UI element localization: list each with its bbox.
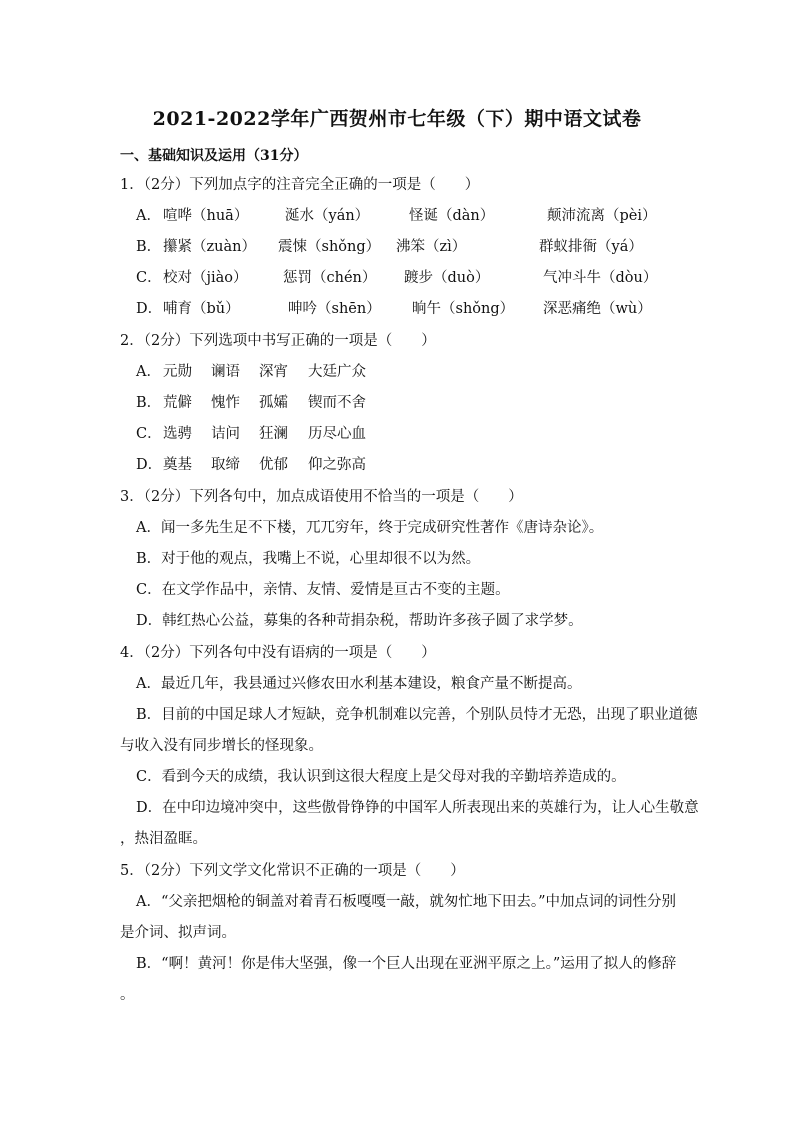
page-title: 2021-2022学年广西贺州市七年级（下）期中语文试卷 — [152, 108, 642, 130]
question-4-option-c: C．看到今天的成绩，我认识到这很大程度上是父母对我的辛勤培养造成的。 — [136, 769, 626, 785]
option-item: 震悚（shǒng） — [278, 239, 381, 255]
question-4-option-d: D．在中印边境冲突中，这些傲骨铮铮的中国军人所表现出来的英雄行为，让人心生敬意 — [136, 800, 699, 816]
option-item: 谰语 — [211, 364, 240, 380]
option-label: C． — [136, 270, 162, 286]
question-5-option-a-cont: 是介词、拟声词。 — [120, 925, 236, 941]
question-3-option-a: A．闻一多先生足不下楼，兀兀穷年，终于完成研究性著作《唐诗杂论》。 — [136, 520, 604, 536]
option-item: 涎水（yán） — [285, 208, 370, 224]
option-item: 诘问 — [211, 426, 240, 442]
question-4-option-b-cont: 与收入没有同步增长的怪现象。 — [120, 738, 323, 754]
option-item: 深恶痛绝（wù） — [543, 301, 652, 317]
option-item: 孤孀 — [259, 395, 288, 411]
question-3-stem: 3．（2分）下列各句中，加点成语使用不恰当的一项是（ ） — [120, 489, 523, 505]
question-2-stem: 2．（2分）下列选项中书写正确的一项是（ ） — [120, 333, 436, 349]
question-5-option-b: B．“啊！黄河！你是伟大坚强，像一个巨人出现在亚洲平原之上。”运用了拟人的修辞 — [136, 956, 677, 972]
option-item: 怪诞（dàn） — [409, 208, 495, 224]
option-item: 优郁 — [259, 457, 288, 473]
option-item: 哺育（bǔ） — [163, 301, 240, 317]
option-label: D． — [136, 457, 163, 473]
option-item: 历尽心血 — [308, 426, 366, 442]
option-item: 愧怍 — [211, 395, 240, 411]
option-item: 校对（jiào） — [163, 270, 248, 286]
question-5-stem: 5．（2分）下列文学文化常识不正确的一项是（ ） — [120, 863, 465, 879]
question-3-option-d: D．韩红热心公益，募集的各种苛捐杂税，帮助许多孩子圆了求学梦。 — [136, 613, 583, 629]
option-item: 惩罚（chén） — [283, 270, 377, 286]
option-item: 奠基 — [163, 457, 192, 473]
question-3-option-c: C．在文学作品中，亲情、友情、爱情是亘古不变的主题。 — [136, 582, 510, 598]
option-item: 仰之弥高 — [308, 457, 366, 473]
option-label: A． — [136, 364, 161, 380]
option-label: B． — [136, 395, 162, 411]
option-item: 呻吟（shēn） — [288, 301, 381, 317]
question-5-option-b-cont: 。 — [120, 987, 135, 1003]
question-4-option-d-cont: ，热泪盈眶。 — [120, 831, 207, 847]
option-label: C． — [136, 426, 162, 442]
question-1-stem: 1．（2分）下列加点字的注音完全正确的一项是（ ） — [120, 177, 480, 193]
option-item: 荒僻 — [163, 395, 192, 411]
option-item: 取缔 — [211, 457, 240, 473]
option-item: 攥紧（zuàn） — [163, 239, 256, 255]
question-5-option-a: A．“父亲把烟枪的铜盖对着青石板嘎嘎一敲，就匆忙地下田去。”中加点词的词性分别 — [136, 894, 677, 910]
option-item: 大廷广众 — [308, 364, 366, 380]
question-4-stem: 4．（2分）下列各句中没有语病的一项是（ ） — [120, 645, 436, 661]
option-item: 晌午（shǒng） — [412, 301, 515, 317]
option-item: 狂澜 — [259, 426, 288, 442]
option-label: B． — [136, 239, 162, 255]
option-item: 喧哗（huā） — [163, 208, 249, 224]
option-item: 深宵 — [259, 364, 288, 380]
option-label: A． — [136, 208, 161, 224]
option-item: 颠沛流离（pèi） — [547, 208, 657, 224]
option-item: 沸笨（zì） — [396, 239, 467, 255]
section-heading: 一、基础知识及运用（31分） — [120, 148, 308, 164]
option-item: 气冲斗牛（dòu） — [543, 270, 658, 286]
option-item: 群蚁排衙（yá） — [539, 239, 643, 255]
question-3-option-b: B．对于他的观点，我嘴上不说，心里却很不以为然。 — [136, 551, 481, 567]
option-item: 选骋 — [163, 426, 192, 442]
option-item: 元勋 — [163, 364, 192, 380]
option-item: 踱步（duò） — [404, 270, 490, 286]
question-4-option-b: B．目前的中国足球人才短缺，竞争机制难以完善，个别队员恃才无恐，出现了职业道德 — [136, 707, 698, 723]
question-4-option-a: A．最近几年，我县通过兴修农田水利基本建设，粮食产量不断提高。 — [136, 676, 582, 692]
option-label: D． — [136, 301, 163, 317]
option-item: 锲而不舍 — [308, 395, 366, 411]
